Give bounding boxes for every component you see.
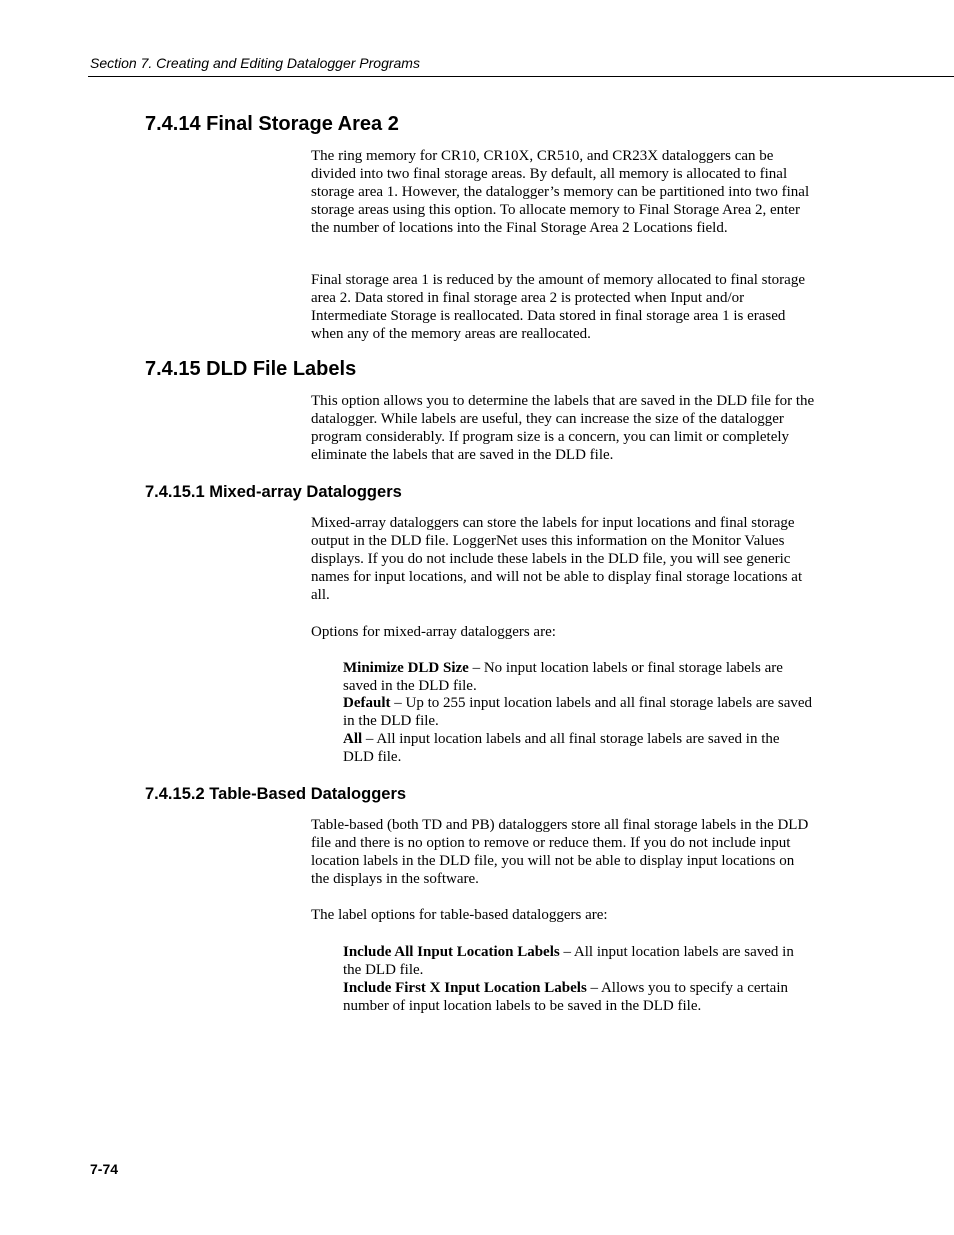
paragraph-mixed-array-2: Options for mixed-array dataloggers are:: [311, 624, 556, 640]
option-description: – All input location labels are saved in the DLD file.: [343, 944, 794, 978]
paragraph-mixed-array-1: Mixed-array dataloggers can store the labels for input locations and final storage output in the DLD file. LoggerNet uses this information on the Monitor Values displays. If you do not include these labels in the DLD file, you will see generic names for input locations, and will not be able to display final storage locations at all.: [311, 515, 803, 603]
section-heading-7-4-15: 7.4.15 DLD File Labels: [145, 358, 357, 380]
subsection-heading-7-4-15-1: 7.4.15.1 Mixed-array Dataloggers: [145, 483, 402, 501]
option-item: [343, 730, 813, 766]
option-item: [343, 659, 813, 695]
option-description: – Up to 255 input location labels and all final storage labels are saved in the DLD file.: [343, 695, 813, 729]
option-description: – No input location labels or final storage labels are saved in the DLD file.: [343, 660, 783, 694]
option-item: [343, 979, 813, 1015]
option-term: Minimize DLD Size: [343, 660, 469, 676]
paragraph-table-based-1: Table-based (both TD and PB) dataloggers store all final storage labels in the DLD file and there is no option to remove or reduce them. If you do not include input location labels in the DLD file, you will not be able to display input locations on the displays in the software.: [311, 817, 809, 887]
running-header: Section 7. Creating and Editing Datalogger Programs: [90, 55, 420, 71]
paragraph-table-based-2: The label options for table-based dataloggers are:: [311, 907, 608, 923]
subsection-heading-7-4-15-2: 7.4.15.2 Table-Based Dataloggers: [145, 785, 407, 803]
paragraph-final-storage-1: The ring memory for CR10, CR10X, CR510, and CR23X dataloggers can be divided into two final storage areas. By default, all memory is allocated to final storage area 1. However, the datalogger’s memory can be partitioned into two final storage areas using this option. To allocate memory to Final Storage Area 2, enter the number of locations into the Final Storage Area 2 Locations field.: [311, 148, 810, 236]
paragraph-final-storage-2: Final storage area 1 is reduced by the amount of memory allocated to final storage area 2. Data stored in final storage area 2 is protected when Input and/or Intermediate Storage is reallocated. Data stored in final storage area 1 is erased when any of the memory areas are reallocated.: [311, 272, 805, 342]
option-description: – Allows you to specify a certain number of input location labels to be saved in the DLD file.: [343, 980, 789, 1014]
page-number: 7-74: [90, 1161, 119, 1177]
option-description: – All input location labels and all final storage labels are saved in the DLD file.: [343, 731, 780, 765]
option-item: [343, 943, 813, 979]
option-term: Include First X Input Location Labels: [343, 980, 587, 996]
header-rule: [88, 76, 954, 77]
option-term: All: [343, 731, 363, 747]
option-term: Include All Input Location Labels: [343, 944, 560, 960]
option-term: Default: [343, 695, 391, 711]
option-item: [343, 694, 813, 730]
paragraph-dld-labels: This option allows you to determine the labels that are saved in the DLD file for the datalogger. While labels are useful, they can increase the size of the datalogger program considerably. If program size is a concern, you can limit or completely eliminate the labels that are saved in the DLD file.: [311, 393, 815, 463]
section-heading-7-4-14: 7.4.14 Final Storage Area 2: [145, 113, 399, 135]
